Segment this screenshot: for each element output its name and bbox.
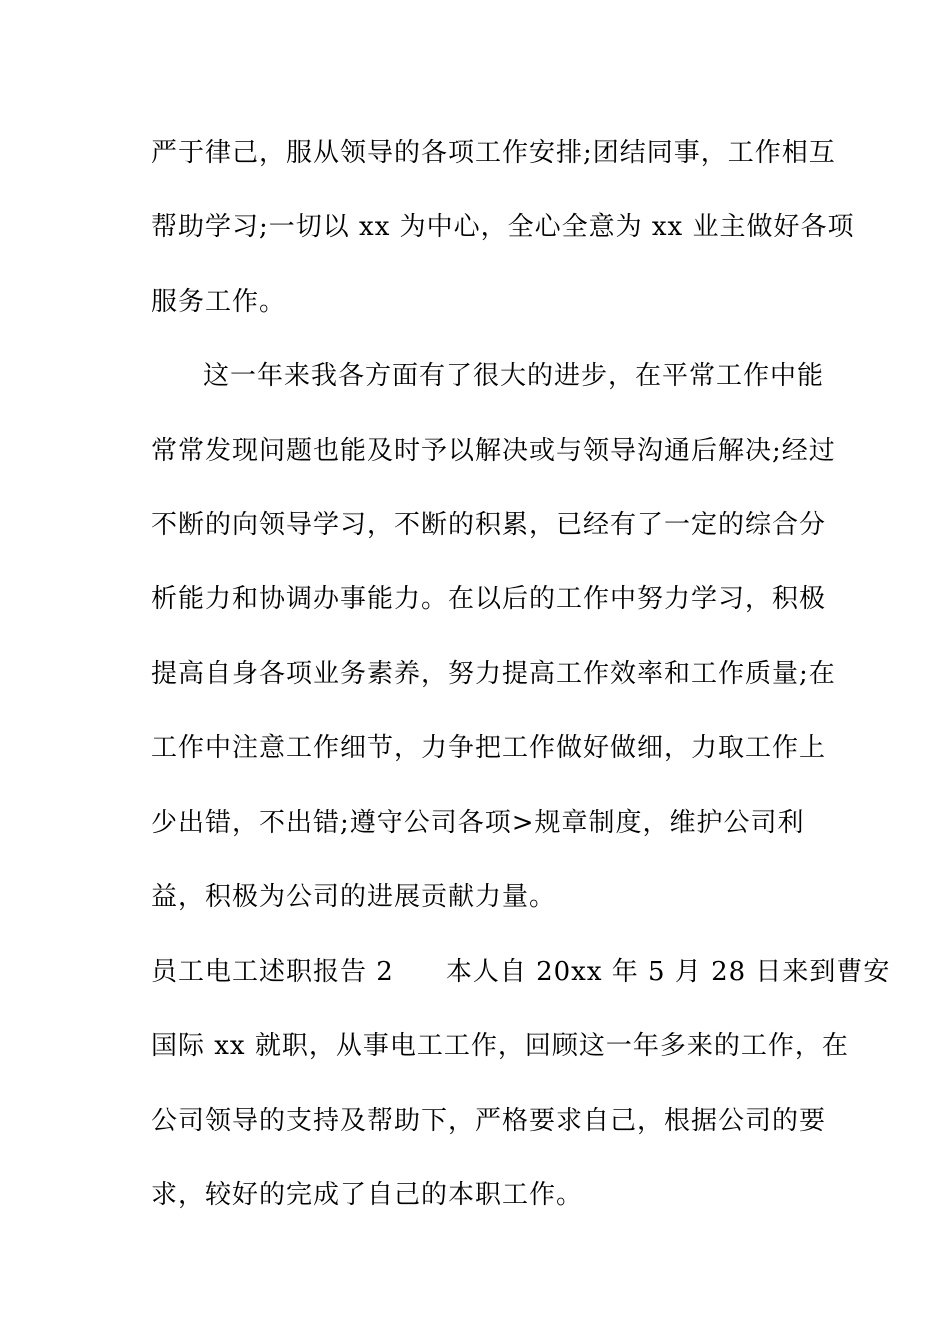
section-heading-continuation: 本人自 20xx 年 5 月 28 日来到曹安 bbox=[445, 957, 891, 987]
section-heading: 员工电工述职报告 2 bbox=[151, 957, 394, 987]
text-line: 不断的向领导学习，不断的积累，已经有了一定的综合分 bbox=[151, 510, 827, 540]
text-line: 析能力和协调办事能力。在以后的工作中努力学习，积极 bbox=[151, 584, 827, 614]
text-line: 服务工作。 bbox=[151, 287, 287, 317]
text-line: 国际 xx 就职，从事电工工作，回顾这一年多来的工作，在 bbox=[151, 1031, 849, 1061]
section-heading-line bbox=[151, 959, 890, 985]
text-line: 这一年来我各方面有了很大的进步，在平常工作中能 bbox=[203, 361, 825, 391]
text-line: 少出错，不出错;遵守公司各项>规章制度，维护公司利 bbox=[151, 808, 805, 838]
text-line: 公司领导的支持及帮助下，严格要求自己，根据公司的要 bbox=[151, 1106, 827, 1136]
text-line: 益，积极为公司的进展贡献力量。 bbox=[151, 882, 557, 912]
text-line: 严于律己，服从领导的各项工作安排;团结同事，工作相互 bbox=[151, 138, 836, 168]
text-line: 提高自身各项业务素养，努力提高工作效率和工作质量;在 bbox=[151, 659, 836, 689]
text-line: 帮助学习;一切以 xx 为中心，全心全意为 xx 业主做好各项 bbox=[151, 212, 855, 242]
text-line: 工作中注意工作细节，力争把工作做好做细，力取工作上 bbox=[151, 733, 827, 763]
text-line: 求，较好的完成了自己的本职工作。 bbox=[151, 1180, 584, 1210]
text-line: 常常发现问题也能及时予以解决或与领导沟通后解决;经过 bbox=[151, 436, 836, 466]
